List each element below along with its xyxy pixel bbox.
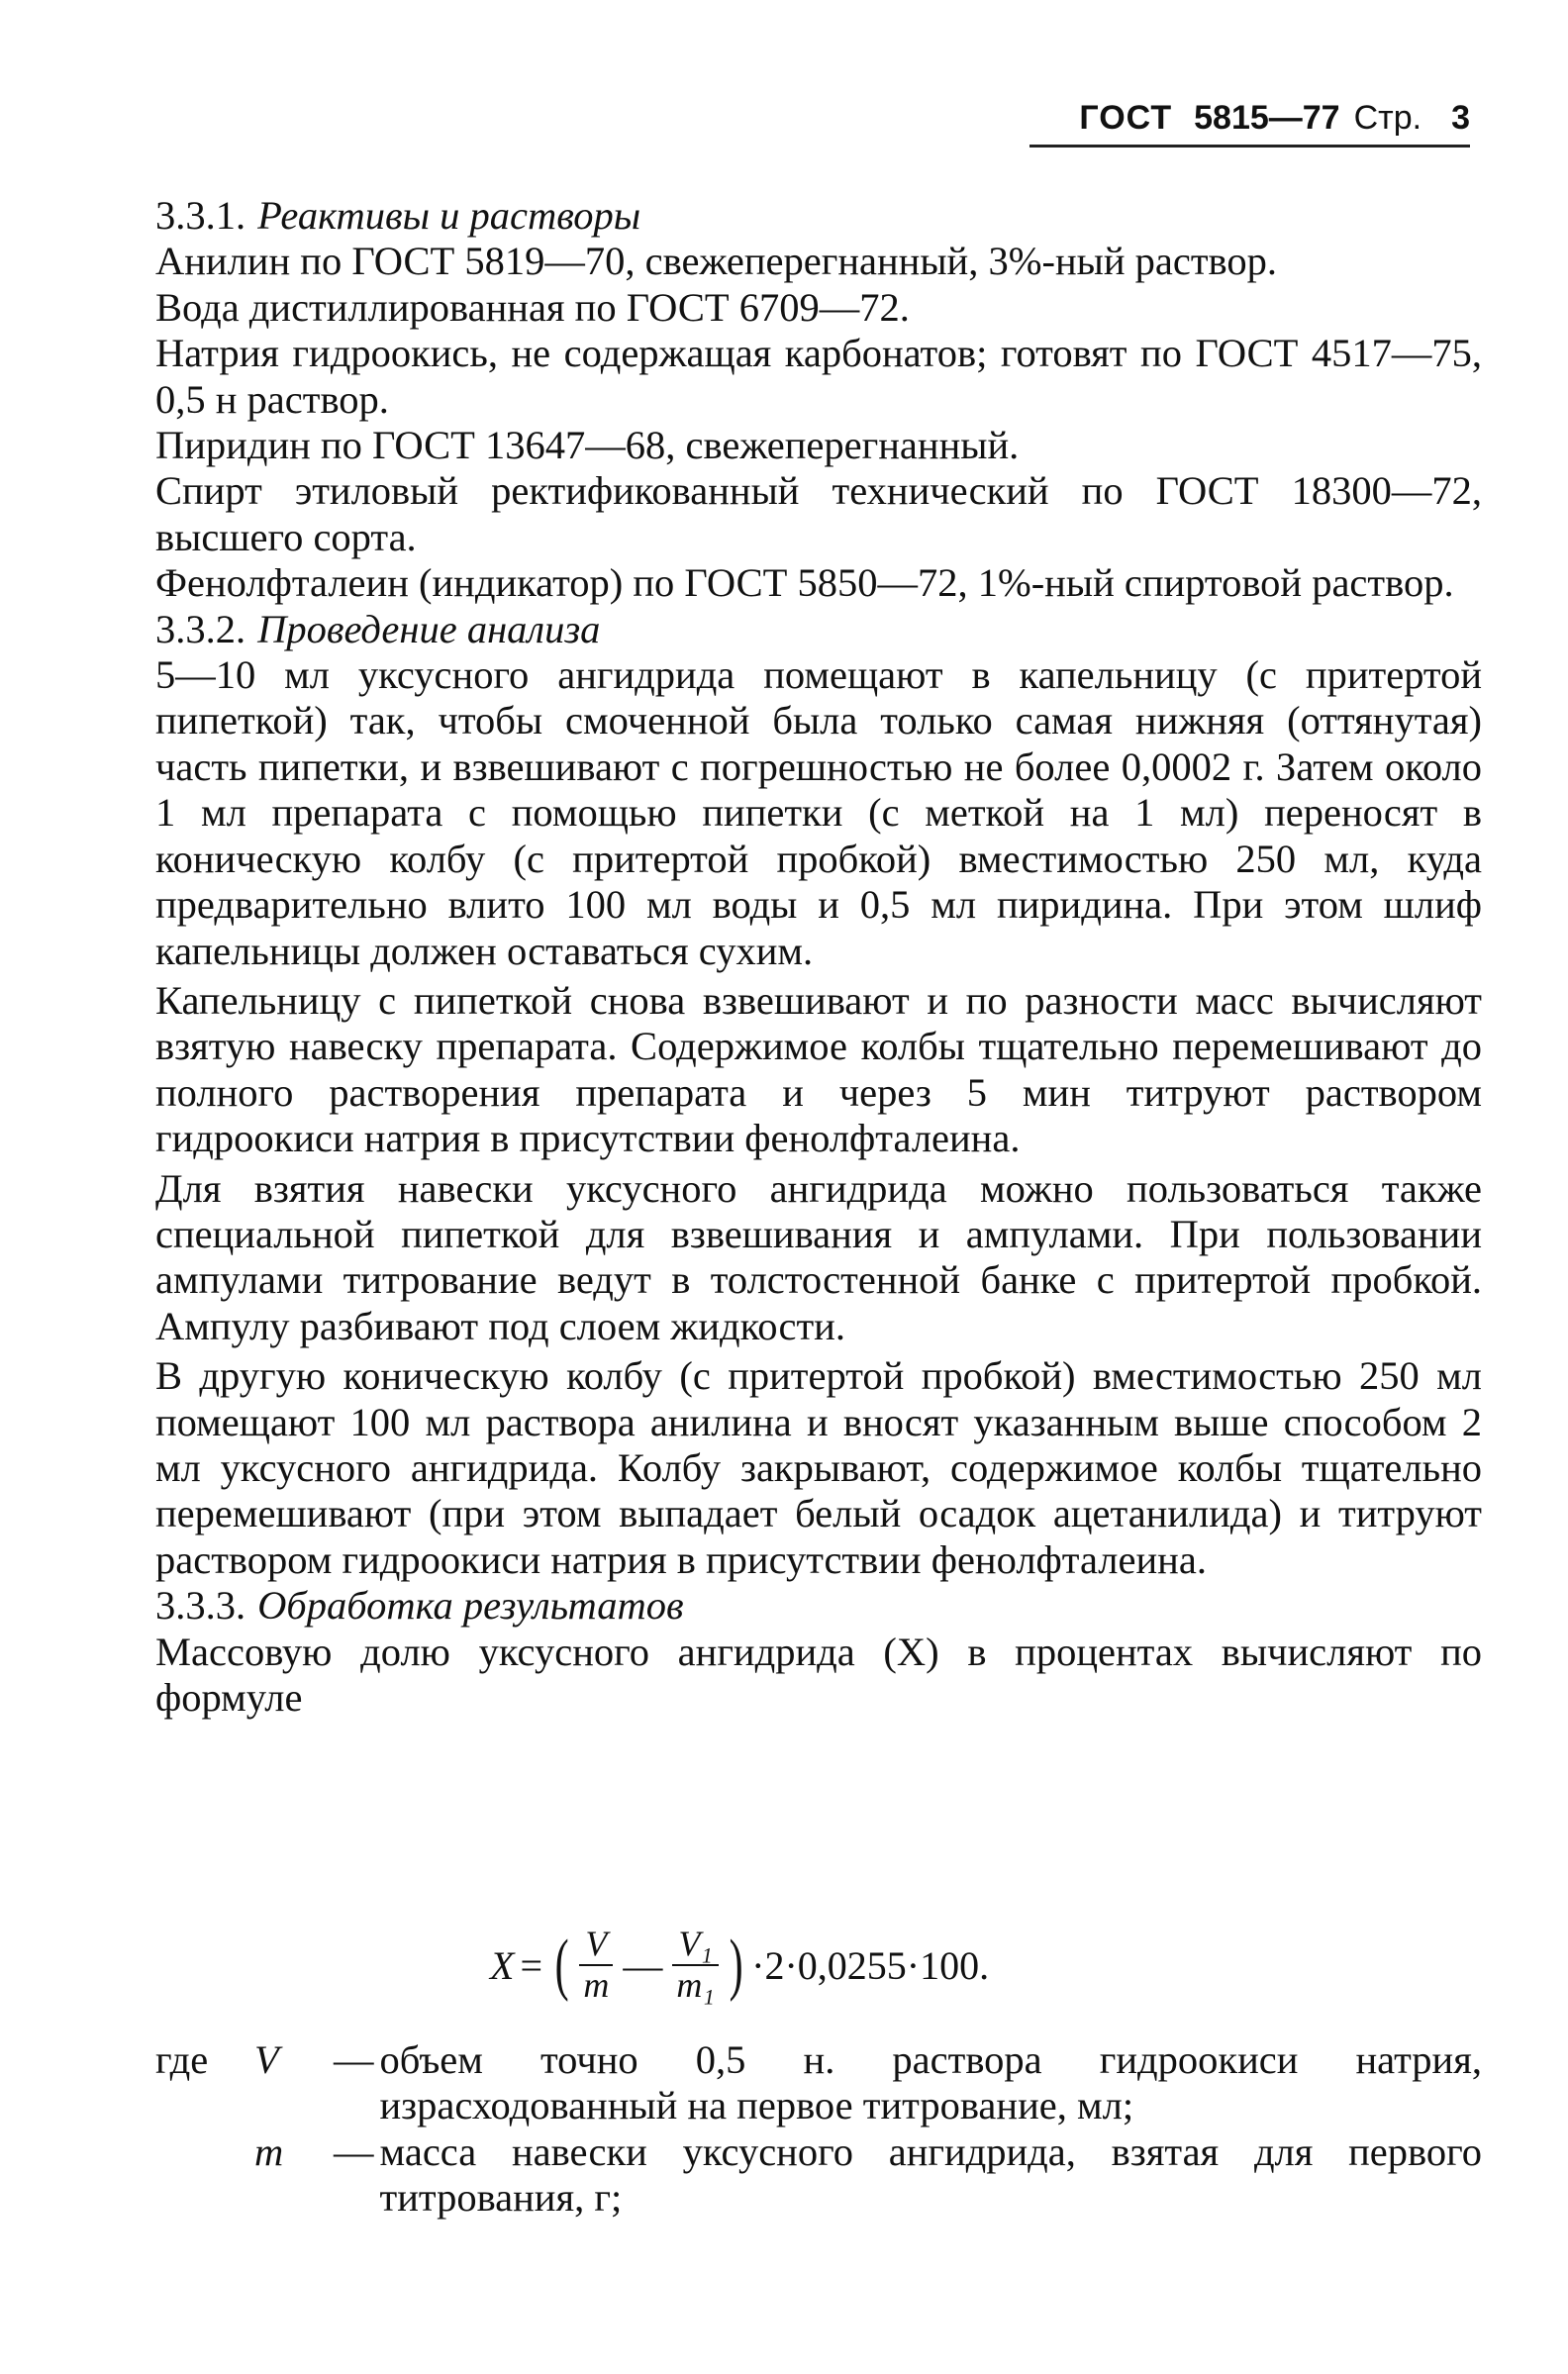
header-page-number: 3 <box>1451 99 1470 137</box>
definition-dash: — <box>334 2128 374 2174</box>
header-standard-number: 5815—77 <box>1194 99 1340 137</box>
procedure-paragraph: В другую коническую колбу (с притертой пробкой) вместимостью 250 мл помещают 100 мл раствора анилина и вносят указанным выше способом 2 мл уксусного ангидрида. Колбу закрывают, содержимое колбы тщательно перемешивают (при этом выпадает белый осадок ацетанилида) и титруют раствором гидроокиси натрия в присутствии фенолфталеина. <box>155 1353 1482 1582</box>
formula-close-paren: ) <box>729 1927 743 2003</box>
procedure-paragraph: Капельницу с пипеткой снова взвешивают и по разности масс вычисляют взятую навеску препарата. Содержимое колбы тщательно перемешивают до полного растворения препарата и через 5 мин титруют раствором гидроокиси натрия в присутствии фенолфталеина. <box>155 977 1482 1161</box>
calculation-intro: Массовую долю уксусного ангидрида (X) в процентах вычисляют по формуле <box>155 1629 1482 1720</box>
calculation-formula <box>490 1921 989 2010</box>
formula-tail: ·2·0,0255·100. <box>751 1942 990 1988</box>
fraction-numerator: V₁ <box>672 1925 719 1966</box>
body-text <box>155 193 1482 1721</box>
section-heading-3-3-3 <box>155 1583 1482 1629</box>
procedure-paragraph: Для взятия навески уксусного ангидрида можно пользоваться также специальной пипеткой для взвешивания и ампулами. При пользовании ампулами титрование ведут в толстостенной банке с притертой пробкой. Ампулу разбивают под слоем жидкости. <box>155 1165 1482 1348</box>
fraction-denominator: m₁ <box>676 1965 715 2005</box>
reagent-item: Вода дистиллированная по ГОСТ 6709—72. <box>155 284 910 330</box>
fraction-denominator: m <box>583 1965 610 2005</box>
reagent-item: Фенолфталеин (индикатор) по ГОСТ 5850—72, 1%-ный спиртовой раствор. <box>155 560 1454 606</box>
section-number: 3.3.3. <box>155 1583 246 1629</box>
definition-text: объем точно 0,5 н. раствора гидроокиси натрия, израсходованный на первое титрование, мл; <box>379 2037 1482 2128</box>
definition-symbol: m <box>254 2128 284 2174</box>
formula-fraction-1 <box>577 1925 615 2005</box>
header-standard: ГОСТ <box>1079 99 1173 137</box>
fraction-numerator: V <box>579 1925 613 1966</box>
reagent-item: Анилин по ГОСТ 5819—70, свежеперегнанный, 3%-ный раствор. <box>155 239 1278 284</box>
section-heading-3-3-2 <box>155 607 1482 652</box>
formula-equals: = <box>520 1942 542 1988</box>
formula-lhs: X <box>490 1942 515 1988</box>
reagent-item: Натрия гидроокись, не содержащая карбонатов; готовят по ГОСТ 4517—75, 0,5 н раствор. <box>155 331 1482 422</box>
page-header <box>1029 91 1470 148</box>
section-title: Реактивы и растворы <box>257 193 641 238</box>
procedure-paragraph: 5—10 мл уксусного ангидрида помещают в капельницу (с притертой пипеткой) так, чтобы смоченной была только самая нижняя (оттянутая) часть пипетки, и взвешивают с погрешностью не более 0,0002 г. Затем около 1 мл препарата с помощью пипетки (с меткой на 1 мл) переносят в коническую колбу (с притертой пробкой) вместимостью 250 мл, куда предварительно влито 100 мл воды и 0,5 мл пиридина. При этом шлиф капельницы должен оставаться сухим. <box>155 652 1482 973</box>
section-title: Проведение анализа <box>257 606 601 651</box>
reagent-item: Пиридин по ГОСТ 13647—68, свежеперегнанный. <box>155 423 1020 468</box>
symbol-definitions <box>155 2037 1482 2222</box>
definition-text: масса навески уксусного ангидрида, взятая для первого титрования, г; <box>379 2128 1482 2221</box>
definition-row <box>155 2037 1482 2129</box>
section-heading-3-3-1 <box>155 193 1482 239</box>
section-title: Обработка результатов <box>257 1583 684 1629</box>
reagent-item: Спирт этиловый ректификованный технический по ГОСТ 18300—72, высшего сорта. <box>155 468 1482 559</box>
section-number: 3.3.1. <box>155 193 246 238</box>
formula-open-paren: ( <box>554 1927 569 2003</box>
section-number: 3.3.2. <box>155 606 246 651</box>
header-page-label: Стр. <box>1353 99 1422 137</box>
definition-row <box>155 2129 1482 2222</box>
definition-symbol: V <box>254 2037 279 2082</box>
formula-fraction-2 <box>670 1925 721 2005</box>
definitions-lead: где <box>155 2037 209 2082</box>
definition-dash: — <box>334 2037 374 2082</box>
formula-minus: — <box>623 1942 663 1988</box>
